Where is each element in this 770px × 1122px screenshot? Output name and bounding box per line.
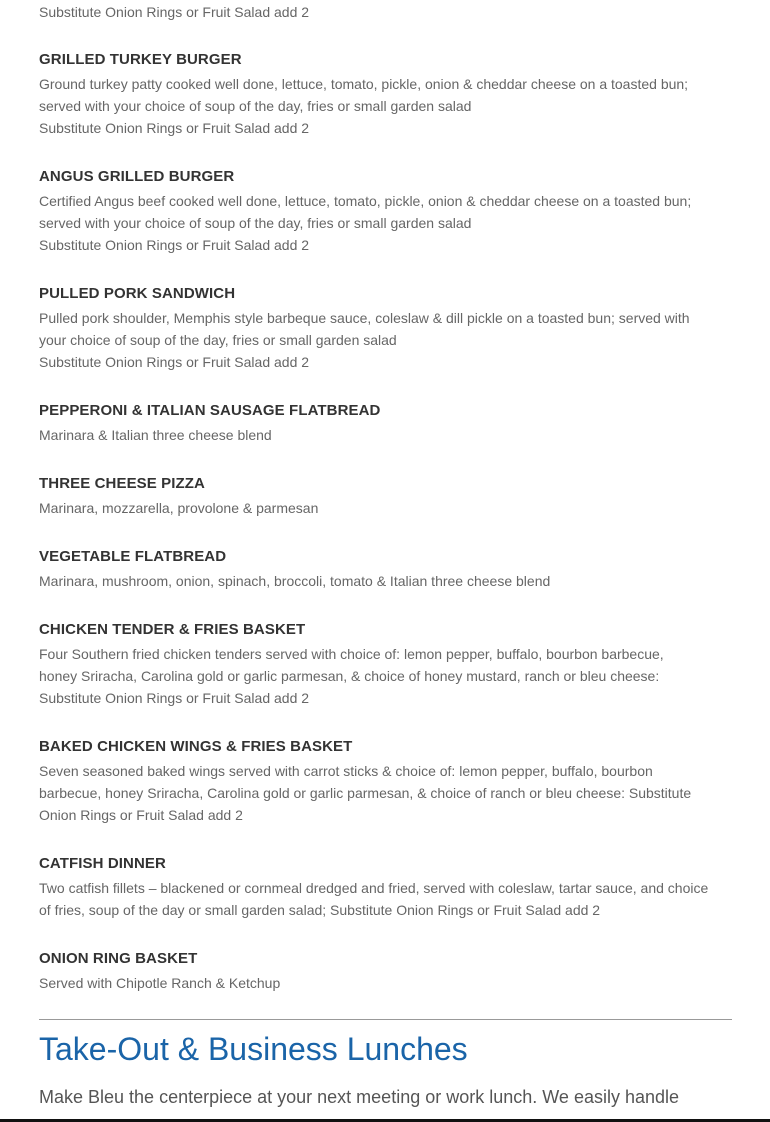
menu-item-description xyxy=(39,497,719,519)
menu-item-description xyxy=(39,877,719,921)
menu-item-catfish-dinner xyxy=(39,853,719,921)
description-line: Pulled pork shoulder, Memphis style barbeque sauce, coleslaw & dill pickle on a toasted bun; served with xyxy=(39,310,690,326)
section-divider xyxy=(39,1019,732,1020)
menu-item-description xyxy=(39,73,719,139)
menu-item-grilled-turkey-burger xyxy=(39,49,719,139)
menu-item-name: CHICKEN TENDER & FRIES BASKET xyxy=(39,621,306,638)
menu-item-name: PEPPERONI & ITALIAN SAUSAGE FLATBREAD xyxy=(39,402,381,419)
menu-item-description xyxy=(39,760,719,826)
description-line: served with your choice of soup of the day, fries or small garden salad xyxy=(39,215,472,231)
description-line: Substitute Onion Rings or Fruit Salad add 2 xyxy=(39,354,310,370)
description-line: Certified Angus beef cooked well done, lettuce, tomato, pickle, onion & cheddar cheese on a toasted bun; xyxy=(39,193,692,209)
menu-item-vegetable-flatbread xyxy=(39,546,719,592)
description-line: Ground turkey patty cooked well done, lettuce, tomato, pickle, onion & cheddar cheese on a toasted bun; xyxy=(39,76,689,92)
menu-item-name: ANGUS GRILLED BURGER xyxy=(39,168,235,185)
menu-item-three-cheese-pizza xyxy=(39,473,719,519)
description-line: your choice of soup of the day, fries or small garden salad xyxy=(39,332,397,348)
description-line: Four Southern fried chicken tenders served with choice of: lemon pepper, buffalo, bourbon barbecue, xyxy=(39,646,664,662)
description-line: Substitute Onion Rings or Fruit Salad add 2 xyxy=(39,690,310,706)
menu-item-description xyxy=(39,972,719,994)
description-line: barbecue, honey Sriracha, Carolina gold or garlic parmesan, & choice of ranch or bleu cheese: Substitute xyxy=(39,785,692,801)
description-line: Served with Chipotle Ranch & Ketchup xyxy=(39,975,281,991)
menu-item-baked-chicken-wings-basket xyxy=(39,736,719,826)
description-line: Onion Rings or Fruit Salad add 2 xyxy=(39,807,243,823)
menu-item-name: ONION RING BASKET xyxy=(39,950,198,967)
menu-item-description xyxy=(39,424,719,446)
description-line: of fries, soup of the day or small garden salad; Substitute Onion Rings or Fruit Salad add 2 xyxy=(39,902,601,918)
previous-item-note: Substitute Onion Rings or Fruit Salad add 2 xyxy=(39,4,310,20)
menu-item-name: GRILLED TURKEY BURGER xyxy=(39,51,242,68)
section-intro: Make Bleu the centerpiece at your next meeting or work lunch. We easily handle xyxy=(39,1087,680,1107)
menu-item-description xyxy=(39,643,719,709)
menu-item-description xyxy=(39,307,719,373)
description-line: Two catfish fillets – blackened or cornmeal dredged and fried, served with coleslaw, tartar sauce, and choice xyxy=(39,880,709,896)
description-line: Substitute Onion Rings or Fruit Salad add 2 xyxy=(39,120,310,136)
menu-item-name: CATFISH DINNER xyxy=(39,855,166,872)
description-line: Substitute Onion Rings or Fruit Salad add 2 xyxy=(39,237,310,253)
description-line: Marinara, mushroom, onion, spinach, broccoli, tomato & Italian three cheese blend xyxy=(39,573,551,589)
menu-item-onion-ring-basket xyxy=(39,948,719,994)
description-line: Marinara, mozzarella, provolone & parmesan xyxy=(39,500,319,516)
description-line: Marinara & Italian three cheese blend xyxy=(39,427,272,443)
menu-item-name: THREE CHEESE PIZZA xyxy=(39,475,205,492)
description-line: served with your choice of soup of the day, fries or small garden salad xyxy=(39,98,472,114)
menu-item-angus-grilled-burger xyxy=(39,166,719,256)
section-title: Take-Out & Business Lunches xyxy=(39,1031,468,1067)
menu-item-chicken-tender-basket xyxy=(39,619,719,709)
menu-item-description xyxy=(39,190,719,256)
menu-item-description xyxy=(39,570,719,592)
description-line: honey Sriracha, Carolina gold or garlic parmesan, & choice of honey mustard, ranch or bleu cheese: xyxy=(39,668,660,684)
menu-item-name: PULLED PORK SANDWICH xyxy=(39,285,236,302)
menu-item-pepperoni-flatbread xyxy=(39,400,719,446)
description-line: Seven seasoned baked wings served with carrot sticks & choice of: lemon pepper, buffalo, bourbon xyxy=(39,763,653,779)
menu-item-pulled-pork-sandwich xyxy=(39,283,719,373)
menu-item-name: BAKED CHICKEN WINGS & FRIES BASKET xyxy=(39,738,353,755)
menu-item-name: VEGETABLE FLATBREAD xyxy=(39,548,227,565)
